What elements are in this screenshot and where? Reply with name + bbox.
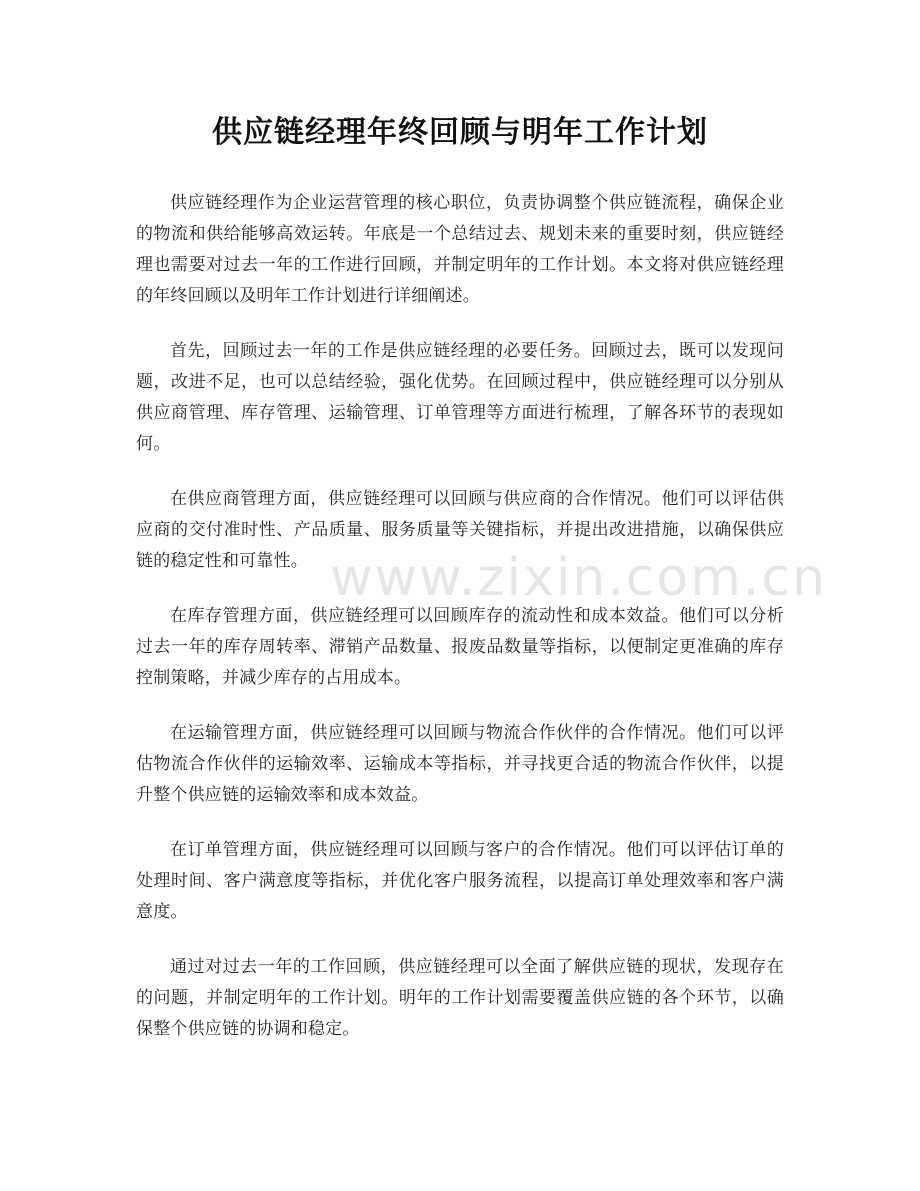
document-title: 供应链经理年终回顾与明年工作计划 (212, 115, 708, 150)
paragraph-order-management: 在订单管理方面，供应链经理可以回顾与客户的合作情况。他们可以评估订单的处理时间、客户满意度等指标，并优化客户服务流程，以提高订单处理效率和客户满意度。 (136, 840, 784, 922)
watermark: www.zixin.com.cn (330, 548, 827, 608)
paragraph-inventory-management: 在库存管理方面，供应链经理可以回顾库存的流动性和成本效益。他们可以分析过去一年的库存周转率、滞销产品数量、报废品数量等指标，以便制定更准确的库存控制策略，并减少库存的占用成本。 (136, 606, 784, 688)
paragraph-summary: 通过对过去一年的工作回顾，供应链经理可以全面了解供应链的现状，发现存在的问题，并制定明年的工作计划。明年的工作计划需要覆盖供应链的各个环节，以确保整个供应链的协调和稳定。 (136, 957, 784, 1039)
paragraph-transport-management: 在运输管理方面，供应链经理可以回顾与物流合作伙伴的合作情况。他们可以评估物流合作伙伴的运输效率、运输成本等指标，并寻找更合适的物流合作伙伴，以提升整个供应链的运输效率和成本效益。 (136, 723, 784, 805)
paragraph-supplier-management: 在供应商管理方面，供应链经理可以回顾与供应商的合作情况。他们可以评估供应商的交付准时性、产品质量、服务质量等关键指标，并提出改进措施，以确保供应链的稳定性和可靠性。 (136, 489, 784, 571)
paragraph-intro: 供应链经理作为企业运营管理的核心职位，负责协调整个供应链流程，确保企业的物流和供给能够高效运转。年底是一个总结过去、规划未来的重要时刻，供应链经理也需要对过去一年的工作进行回顾，并制定明年的工作计划。本文将对供应链经理的年终回顾以及明年工作计划进行详细阐述。 (136, 193, 784, 306)
paragraph-review-overview: 首先，回顾过去一年的工作是供应链经理的必要任务。回顾过去，既可以发现问题，改进不足，也可以总结经验，强化优势。在回顾过程中，供应链经理可以分别从供应商管理、库存管理、运输管理、订单管理等方面进行梳理，了解各环节的表现如何。 (136, 341, 784, 454)
